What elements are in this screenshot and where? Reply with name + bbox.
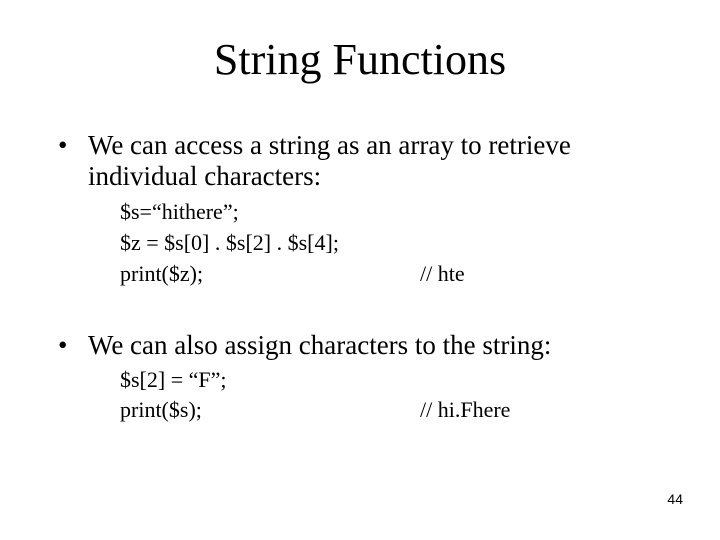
bullet-text — [88, 330, 551, 361]
bullet-text-line: individual characters: — [88, 161, 322, 191]
bullet-text — [88, 130, 571, 192]
code-line: $z = $s[0] . $s[2] . $s[4]; — [120, 230, 339, 255]
bullet-marker: • — [58, 130, 68, 160]
bullet-text-line: We can also assign characters to the string: — [88, 330, 552, 360]
code-comment: // hi.Fhere — [420, 397, 511, 422]
page-number: 44 — [667, 491, 683, 507]
code-line: print($z); — [120, 261, 204, 286]
code-line: $s[2] = “F”; — [120, 367, 227, 392]
slide-title: String Functions — [213, 35, 507, 84]
bullet-marker: • — [58, 330, 68, 360]
code-line: $s=“hithere”; — [120, 199, 239, 224]
code-comment: // hte — [420, 261, 465, 286]
bullet-text-line: We can access a string as an array to retrieve — [88, 130, 571, 160]
code-line: print($s); — [120, 397, 202, 422]
